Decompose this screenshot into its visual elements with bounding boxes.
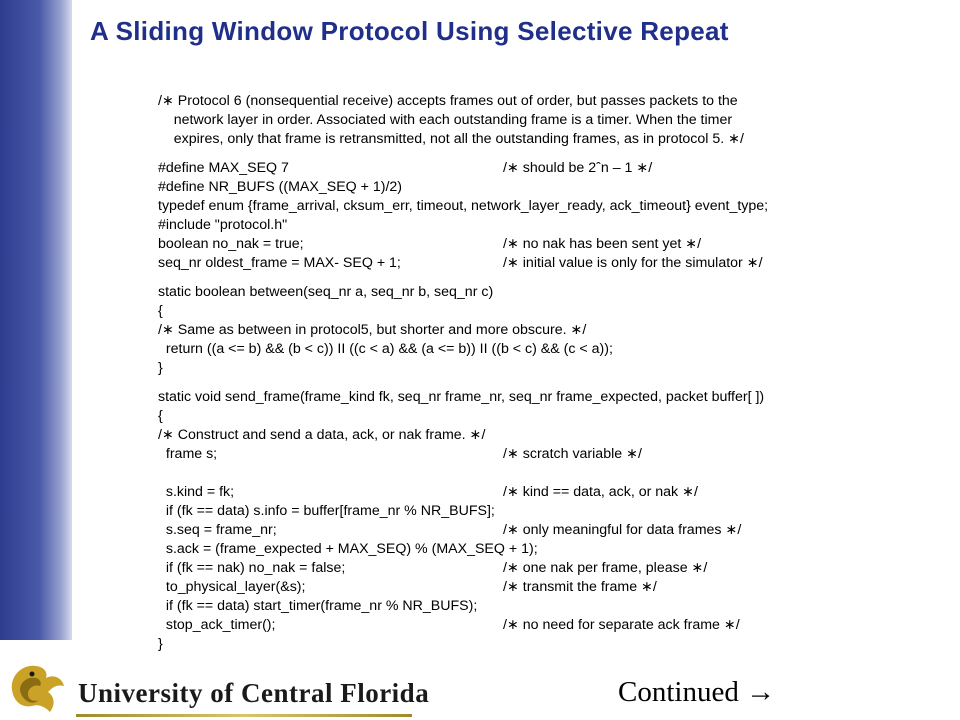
code-text: #define NR_BUFS ((MAX_SEQ + 1)/2) — [158, 179, 403, 195]
code-comment: /∗ initial value is only for the simulator ∗/ — [503, 255, 763, 271]
pegasus-logo-icon — [4, 656, 76, 720]
code-comment: /∗ scratch variable ∗/ — [503, 446, 642, 462]
code-line — [158, 216, 858, 235]
code-text: s.kind = fk; — [158, 484, 235, 500]
code-line: } — [158, 360, 163, 376]
code-line — [158, 445, 858, 464]
code-text: #define MAX_SEQ 7 — [158, 160, 289, 176]
code-line — [158, 502, 858, 521]
code-comment: /∗ no need for separate ack frame ∗/ — [503, 617, 740, 633]
code-comment: /∗ transmit the frame ∗/ — [503, 579, 657, 595]
code-text: boolean no_nak = true; — [158, 236, 304, 252]
code-text: s.seq = frame_nr; — [158, 522, 277, 538]
code-listing — [158, 92, 858, 654]
university-logo-area — [0, 652, 430, 720]
slide-title: A Sliding Window Protocol Using Selective Repeat — [90, 16, 729, 46]
code-text: stop_ack_timer(); — [158, 617, 276, 633]
definitions-block — [158, 159, 858, 273]
code-comment: /∗ should be 2ˆn – 1 ∗/ — [503, 160, 653, 176]
code-line — [158, 616, 858, 635]
code-line — [158, 178, 858, 197]
university-name: University of Central Florida — [78, 678, 430, 708]
code-line — [158, 521, 858, 540]
send-frame-function — [158, 388, 858, 654]
code-line — [158, 254, 858, 273]
code-line: network layer in order. Associated with each outstanding frame is a timer. When the timer — [158, 112, 733, 128]
code-line: } — [158, 636, 163, 652]
code-comment: /∗ only meaningful for data frames ∗/ — [503, 522, 742, 538]
code-comment: /∗ kind == data, ack, or nak ∗/ — [503, 484, 698, 500]
divider — [76, 714, 412, 717]
continued-label: Continued → — [618, 676, 776, 708]
code-text: typedef enum {frame_arrival, cksum_err, timeout, network_layer_ready, ack_timeout} event_type; — [158, 198, 769, 214]
code-line — [158, 197, 858, 216]
left-accent-bar — [0, 0, 72, 640]
code-text: frame s; — [158, 446, 218, 462]
code-line — [158, 559, 858, 578]
code-line — [158, 235, 858, 254]
code-line — [158, 483, 858, 502]
code-line: static boolean between(seq_nr a, seq_nr b, seq_nr c) — [158, 284, 494, 300]
spacer — [158, 464, 858, 483]
code-text: if (fk == data) s.info = buffer[frame_nr % NR_BUFS]; — [158, 503, 495, 519]
code-line: expires, only that frame is retransmitted, not all the outstanding frames, as in protocol 5. ∗/ — [158, 131, 744, 147]
code-line — [158, 597, 858, 616]
code-comment: /∗ no nak has been sent yet ∗/ — [503, 236, 702, 252]
spacer — [158, 149, 858, 159]
code-text: seq_nr oldest_frame = MAX- SEQ + 1; — [158, 255, 401, 271]
code-comment: /∗ one nak per frame, please ∗/ — [503, 560, 708, 576]
code-text: to_physical_layer(&s); — [158, 579, 306, 595]
between-function — [158, 283, 858, 378]
code-text: s.ack = (frame_expected + MAX_SEQ) % (MAX_SEQ + 1); — [158, 541, 538, 557]
code-line: return ((a <= b) && (b < c)) II ((c < a) && (a <= b)) II ((b < c) && (c < a)); — [158, 341, 613, 357]
code-line: { — [158, 303, 163, 319]
code-line — [158, 578, 858, 597]
code-line — [158, 159, 858, 178]
spacer — [158, 273, 858, 283]
code-text: if (fk == nak) no_nak = false; — [158, 560, 346, 576]
code-line: static void send_frame(frame_kind fk, seq_nr frame_nr, seq_nr frame_expected, packet buffer[ ]) — [158, 389, 765, 405]
spacer — [158, 378, 858, 388]
code-text: #include "protocol.h" — [158, 217, 288, 233]
code-line: /∗ Construct and send a data, ack, or nak frame. ∗/ — [158, 427, 486, 443]
code-line — [158, 540, 858, 559]
code-line: /∗ Protocol 6 (nonsequential receive) accepts frames out of order, but passes packets to the — [158, 93, 738, 109]
code-text: if (fk == data) start_timer(frame_nr % NR_BUFS); — [158, 598, 478, 614]
header-comment — [158, 92, 858, 149]
code-line: /∗ Same as between in protocol5, but shorter and more obscure. ∗/ — [158, 322, 587, 338]
code-line: { — [158, 408, 163, 424]
